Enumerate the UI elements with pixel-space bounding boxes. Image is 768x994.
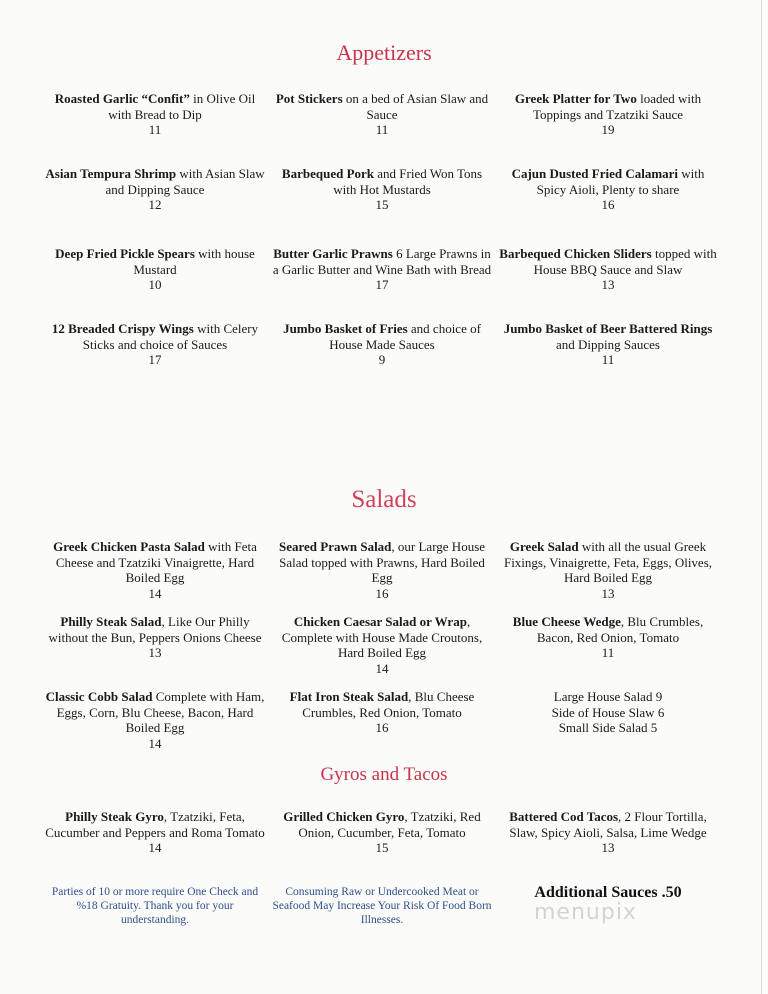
- menu-item: Seared Prawn Salad, our Large House Salad topped with Prawns, Hard Boiled Egg 16: [278, 539, 486, 601]
- menu-item: Barbequed Pork and Fried Won Tons with Hot Mustards 15: [281, 166, 483, 212]
- menu-item: Roasted Garlic “Confit” in Olive Oil with Bread to Dip 11: [54, 91, 256, 137]
- menu-item: Philly Steak Gyro, Tzatziki, Feta, Cucumber and Peppers and Roma Tomato 14: [45, 809, 265, 855]
- menu-item: Battered Cod Tacos, 2 Flour Tortilla, Slaw, Spicy Aioli, Salsa, Lime Wedge 13: [509, 809, 707, 855]
- appetizers-heading: Appetizers: [336, 40, 432, 65]
- gratuity-note: Parties of 10 or more require One Check and %18 Gratuity. Thank you for your understanding.: [51, 886, 259, 926]
- menu-item: Cajun Dusted Fried Calamari with Spicy Aioli, Plenty to share 16: [511, 166, 705, 212]
- menu-item: Asian Tempura Shrimp with Asian Slaw and Dipping Sauce 12: [45, 166, 265, 212]
- menu-item: Chicken Caesar Salad or Wrap, Complete with House Made Croutons, Hard Boiled Egg 14: [281, 614, 483, 676]
- side-salad-line: Small Side Salad 5: [558, 720, 658, 735]
- menu-item: Philly Steak Salad, Like Our Philly without the Bun, Peppers Onions Cheese 13: [48, 614, 262, 660]
- menu-item: Blue Cheese Wedge, Blu Crumbles, Bacon, Red Onion, Tomato 11: [512, 614, 704, 660]
- menu-item: Deep Fried Pickle Spears with house Mustard 10: [55, 246, 255, 292]
- menu-item: Jumbo Basket of Fries and choice of House Made Sauces 9: [283, 321, 481, 367]
- side-salad-line: Large House Salad 9: [553, 689, 663, 704]
- menu-item: 12 Breaded Crispy Wings with Celery Sticks and choice of Sauces 17: [51, 321, 259, 367]
- side-salad-line: Side of House Slaw 6: [551, 704, 665, 720]
- consumer-advisory-note: Consuming Raw or Undercooked Meat or Seafood May Increase Your Risk Of Food Born Illnesses.: [272, 886, 492, 926]
- menu-item: Greek Platter for Two loaded with Toppings and Tzatziki Sauce 19: [514, 91, 702, 137]
- menu-item: Greek Salad with all the usual Greek Fixings, Vinaigrette, Feta, Eggs, Olives, Hard Boiled Egg 13: [503, 539, 713, 601]
- menu-item: Greek Chicken Pasta Salad with Feta Cheese and Tzatziki Vinaigrette, Hard Boiled Egg 14: [53, 539, 257, 601]
- menu-item: Barbequed Chicken Sliders topped with House BBQ Sauce and Slaw 13: [499, 246, 717, 292]
- menu-item: Grilled Chicken Gyro, Tzatziki, Red Onion, Cucumber, Feta, Tomato 15: [283, 809, 481, 855]
- salads-heading: Salads: [351, 486, 417, 513]
- gyros-tacos-heading: Gyros and Tacos: [320, 764, 448, 785]
- menupix-watermark: menupix: [534, 900, 637, 925]
- menu-item: Classic Cobb Salad Complete with Ham, Eggs, Corn, Blu Cheese, Bacon, Hard Boiled Egg 14: [45, 689, 265, 751]
- side-salads-list: [498, 689, 718, 736]
- menu-item: Pot Stickers on a bed of Asian Slaw and Sauce 11: [275, 91, 489, 137]
- menu-item: Jumbo Basket of Beer Battered Rings and Dipping Sauces 11: [503, 321, 713, 367]
- menu-item: Butter Garlic Prawns 6 Large Prawns in a Garlic Butter and Wine Bath with Bread 17: [272, 246, 492, 292]
- additional-sauces-note: Additional Sauces .50: [534, 884, 682, 901]
- menu-item: Flat Iron Steak Salad, Blu Cheese Crumbles, Red Onion, Tomato 16: [289, 689, 475, 735]
